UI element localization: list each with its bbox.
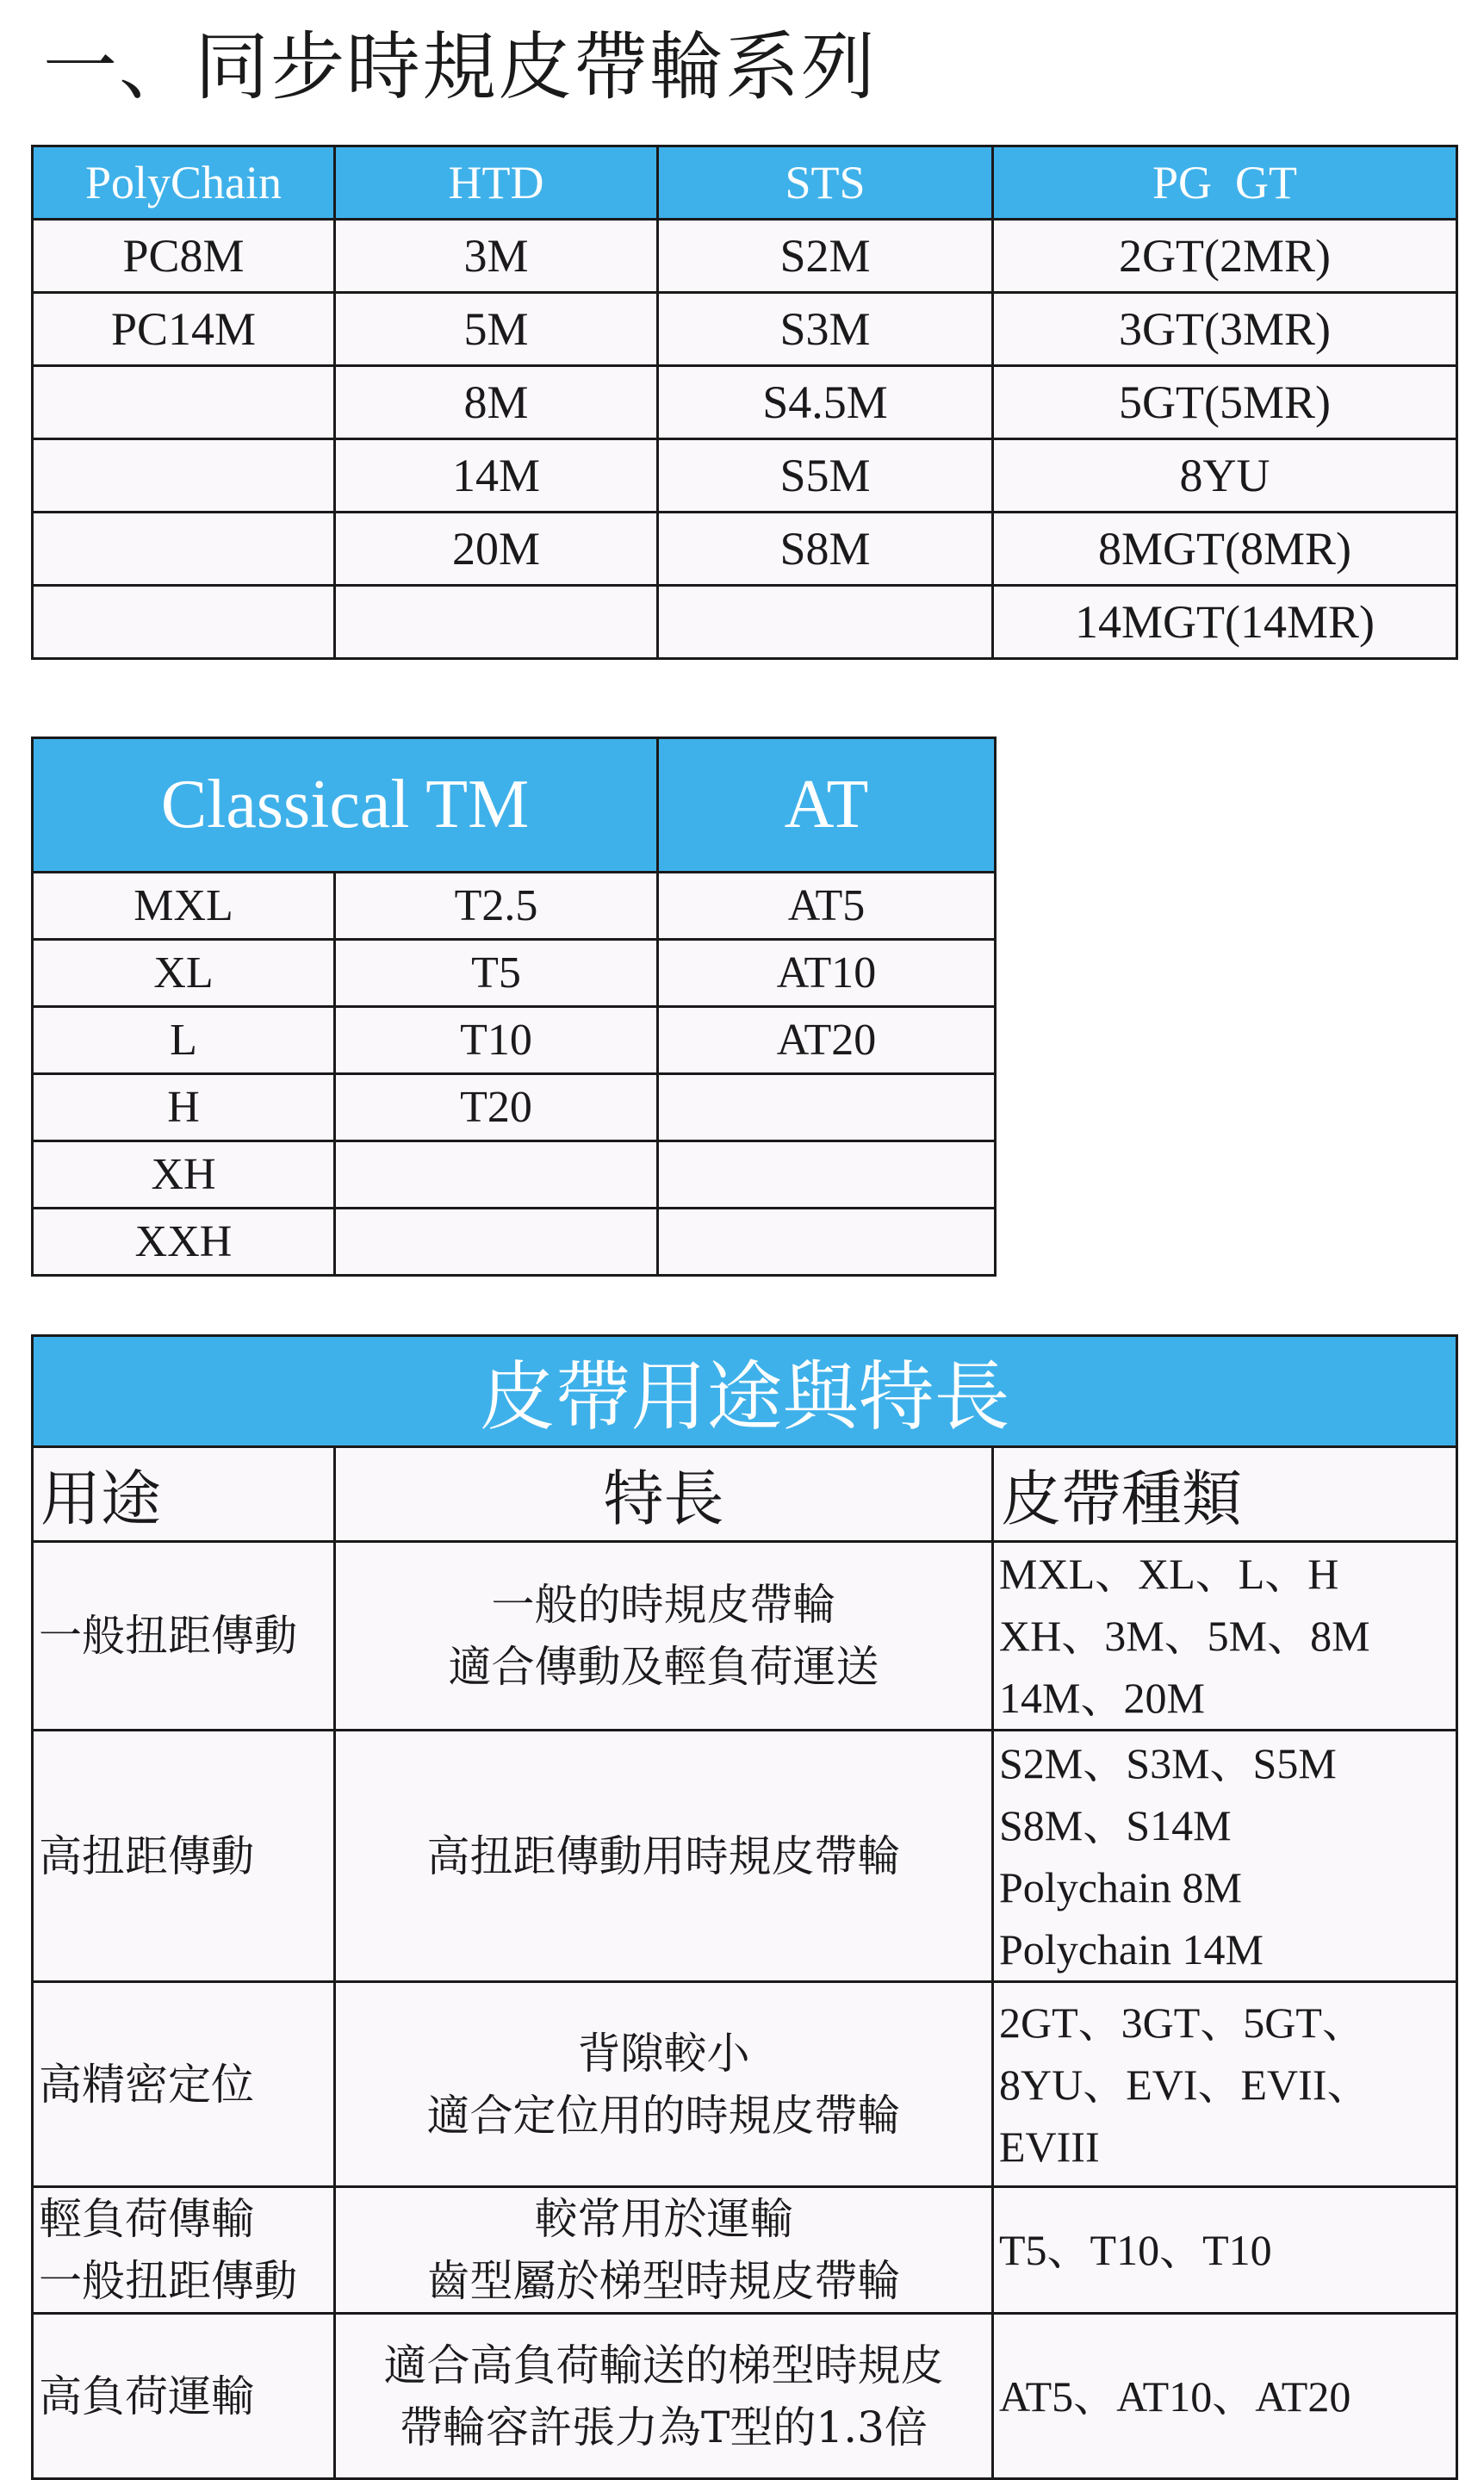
types-line: T5、T10、T10 <box>999 2226 1272 2274</box>
usage-banner: 皮帶用途與特長 <box>33 1336 1457 1447</box>
table-row <box>33 2187 1457 2314</box>
table-cell <box>658 1209 996 1276</box>
table-cell: T20 <box>335 1074 658 1141</box>
types-line: 2GT、3GT、5GT、 <box>999 1998 1365 2047</box>
header-pg-gt: PG GT <box>993 146 1457 220</box>
table-cell <box>335 1209 658 1276</box>
use-cell <box>33 1982 335 2187</box>
table-cell: 8M <box>335 366 658 439</box>
table-cell: L <box>33 1007 335 1074</box>
header-use: 用途 <box>33 1447 335 1542</box>
usage-banner-row <box>33 1336 1457 1447</box>
table-row <box>33 366 1457 439</box>
table-cell: AT10 <box>658 940 996 1007</box>
use-cell <box>33 1542 335 1731</box>
usage-header-row <box>33 1447 1457 1542</box>
types-cell <box>993 2187 1457 2314</box>
header-sts: STS <box>658 146 993 220</box>
table-row <box>33 940 996 1007</box>
table-cell <box>33 513 335 586</box>
use-line: 高負荷運輸 <box>39 2371 254 2421</box>
table-cell: AT20 <box>658 1007 996 1074</box>
table-cell: 20M <box>335 513 658 586</box>
table-cell <box>33 586 335 659</box>
types-line: XH、3M、5M、8M <box>999 1612 1370 1660</box>
header-at: AT <box>658 738 996 873</box>
types-line: 14M、20M <box>999 1674 1205 1722</box>
table-row <box>33 513 1457 586</box>
table-cell: H <box>33 1074 335 1141</box>
table-row <box>33 220 1457 293</box>
feature-line: 帶輪容許張力為T型的1.3倍 <box>400 2402 928 2452</box>
use-cell <box>33 2314 335 2479</box>
table-row <box>33 1209 996 1276</box>
table-cell <box>658 1141 996 1209</box>
feature-line: 適合定位用的時規皮帶輪 <box>426 2090 901 2141</box>
types-line: S2M、S3M、S5M <box>999 1738 1337 1787</box>
feature-line: 適合高負荷輸送的梯型時規皮 <box>383 2340 944 2390</box>
types-cell <box>993 1731 1457 1982</box>
types-line: 8YU、EVI、EVII、 <box>999 2060 1370 2109</box>
types-line: EVIII <box>999 2122 1100 2171</box>
feature-line: 較常用於運輸 <box>534 2194 793 2244</box>
types-cell <box>993 2314 1457 2479</box>
table-cell <box>33 366 335 439</box>
series-table <box>31 145 1458 660</box>
table-cell <box>335 586 658 659</box>
feature-cell <box>335 1982 993 2187</box>
table-cell <box>658 586 993 659</box>
table-cell: 5M <box>335 293 658 366</box>
table-cell: S3M <box>658 293 993 366</box>
use-line: 一般扭距傳動 <box>39 1611 297 1661</box>
header-htd: HTD <box>335 146 658 220</box>
feature-cell <box>335 2187 993 2314</box>
table-row <box>33 293 1457 366</box>
table-cell: 14M <box>335 439 658 513</box>
feature-line: 背隙較小 <box>577 2028 750 2079</box>
use-line: 一般扭距傳動 <box>39 2256 297 2306</box>
table-cell <box>33 439 335 513</box>
types-line: MXL、XL、L、H <box>999 1550 1339 1598</box>
use-line: 輕負荷傳輸 <box>39 2194 254 2244</box>
table-cell: S5M <box>658 439 993 513</box>
feature-line: 適合傳動及輕負荷運送 <box>448 1642 879 1692</box>
types-line: AT5、AT10、AT20 <box>999 2371 1351 2421</box>
table-cell: 3GT(3MR) <box>993 293 1457 366</box>
table-cell: S8M <box>658 513 993 586</box>
feature-cell <box>335 1542 993 1731</box>
feature-cell <box>335 2314 993 2479</box>
feature-line: 高扭距傳動用時規皮帶輪 <box>426 1830 901 1881</box>
table-row <box>33 1007 996 1074</box>
types-cell <box>993 1982 1457 2187</box>
table-row <box>33 2314 1457 2479</box>
types-line: S8M、S14M <box>999 1800 1232 1849</box>
feature-cell <box>335 1731 993 1982</box>
table-row <box>33 586 1457 659</box>
table-row <box>33 1982 1457 2187</box>
table-cell <box>658 1074 996 1141</box>
feature-line: 齒型屬於梯型時規皮帶輪 <box>426 2256 901 2306</box>
table-row <box>33 873 996 940</box>
table-row <box>33 1074 996 1141</box>
classical-header-row <box>33 738 996 873</box>
table-row <box>33 1542 1457 1731</box>
table-row <box>33 439 1457 513</box>
table-cell: 14MGT(14MR) <box>993 586 1457 659</box>
feature-line: 一般的時規皮帶輪 <box>491 1580 836 1630</box>
table-cell: 8YU <box>993 439 1457 513</box>
table-cell: AT5 <box>658 873 996 940</box>
types-line: Polychain 8M <box>999 1862 1242 1911</box>
use-line: 高扭距傳動 <box>39 1830 254 1881</box>
table-cell <box>335 1141 658 1209</box>
header-classical-tm: Classical TM <box>33 738 658 873</box>
table-row <box>33 1141 996 1209</box>
table-cell: 8MGT(8MR) <box>993 513 1457 586</box>
types-line: Polychain 14M <box>999 1924 1264 1973</box>
header-belt-types: 皮帶種類 <box>993 1447 1457 1542</box>
table-cell: S2M <box>658 220 993 293</box>
table-cell: PC8M <box>33 220 335 293</box>
table-cell: XL <box>33 940 335 1007</box>
use-cell <box>33 1731 335 1982</box>
table-cell: S4.5M <box>658 366 993 439</box>
series-header-row <box>33 146 1457 220</box>
table-cell: 2GT(2MR) <box>993 220 1457 293</box>
table-cell: XXH <box>33 1209 335 1276</box>
table-cell: T5 <box>335 940 658 1007</box>
table-cell: MXL <box>33 873 335 940</box>
classical-table <box>31 737 997 1277</box>
usage-table <box>31 1334 1458 2480</box>
table-cell: 3M <box>335 220 658 293</box>
table-cell: 5GT(5MR) <box>993 366 1457 439</box>
table-cell: T2.5 <box>335 873 658 940</box>
page-title: 一、同步時規皮帶輪系列 <box>43 24 877 110</box>
header-feature: 特長 <box>335 1447 993 1542</box>
header-polychain: PolyChain <box>33 146 335 220</box>
use-cell <box>33 2187 335 2314</box>
table-cell: XH <box>33 1141 335 1209</box>
use-line: 高精密定位 <box>39 2059 254 2110</box>
types-cell <box>993 1542 1457 1731</box>
table-row <box>33 1731 1457 1982</box>
table-cell: T10 <box>335 1007 658 1074</box>
table-cell: PC14M <box>33 293 335 366</box>
